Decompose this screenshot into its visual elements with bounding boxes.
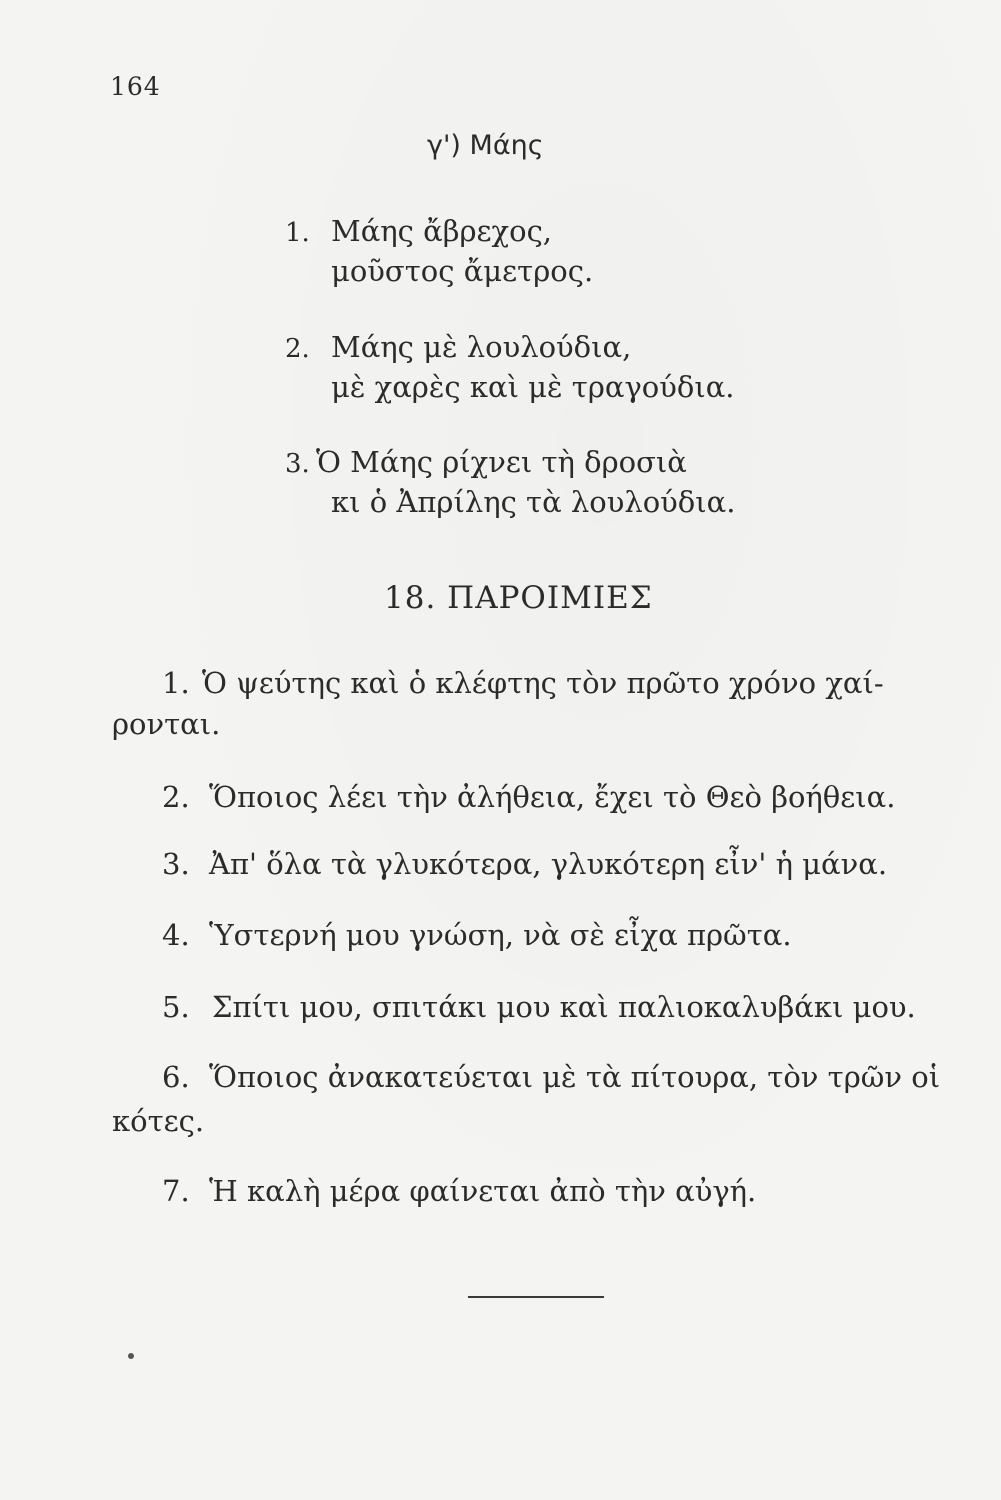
section-heading: 18. ΠΑΡΟΙΜΙΕΣ xyxy=(384,580,653,616)
proverb-number: 5. xyxy=(162,990,190,1024)
proverb-number: 1. xyxy=(162,666,190,700)
proverb-text: Ἡ καλὴ μέρα φαίνεται ἀπὸ τὴν αὐγή. xyxy=(209,1174,757,1208)
verse-line: Μάης μὲ λουλούδια, xyxy=(331,330,632,364)
page-number: 164 xyxy=(110,72,161,101)
proverb-text: Ὅποιος λέει τὴν ἀλήθεια, ἔχει τὸ Θεὸ βοήθεια. xyxy=(209,780,896,814)
proverb-text: Ἀπ' ὅλα τὰ γλυκότερα, γλυκότερη εἶν' ἡ μάνα. xyxy=(209,847,888,881)
proverb-number: 4. xyxy=(162,918,190,952)
proverb-text-continued: ρονται. xyxy=(112,707,221,741)
section-subtitle: γ') Μάης xyxy=(427,130,544,161)
proverb-text: Σπίτι μου, σπιτάκι μου καὶ παλιοκαλυβάκι μου. xyxy=(212,990,916,1024)
proverb-number: 7. xyxy=(162,1174,190,1208)
proverb-text-continued: κότες. xyxy=(112,1104,205,1138)
proverb-text: Ὑστερνή μου γνώση, νὰ σὲ εἶχα πρῶτα. xyxy=(209,918,792,952)
verse-number: 1. xyxy=(285,218,310,248)
verse-line: μὲ χαρὲς καὶ μὲ τραγούδια. xyxy=(331,370,735,404)
section-divider xyxy=(468,1296,604,1298)
verse-number: 3. xyxy=(285,449,310,479)
ink-speck xyxy=(128,1353,134,1359)
proverb-text: Ὅποιος ἀνακατεύεται μὲ τὰ πίτουρα, τὸν τρῶν οἱ xyxy=(209,1060,941,1094)
proverb-text: Ὁ ψεύτης καὶ ὁ κλέφτης τὸν πρῶτο χρόνο χαί- xyxy=(202,666,884,700)
verse-line: μοῦστος ἄμετρος. xyxy=(331,254,594,288)
proverb-number: 3. xyxy=(162,847,190,881)
proverb-number: 2. xyxy=(162,780,190,814)
verse-line: Μάης ἄβρεχος, xyxy=(331,214,553,248)
verse-line: Ὁ Μάης ρίχνει τὴ δροσιὰ xyxy=(316,445,687,479)
proverb-number: 6. xyxy=(162,1060,190,1094)
verse-number: 2. xyxy=(285,334,310,364)
verse-line: κι ὁ Ἀπρίλης τὰ λουλούδια. xyxy=(331,485,736,519)
